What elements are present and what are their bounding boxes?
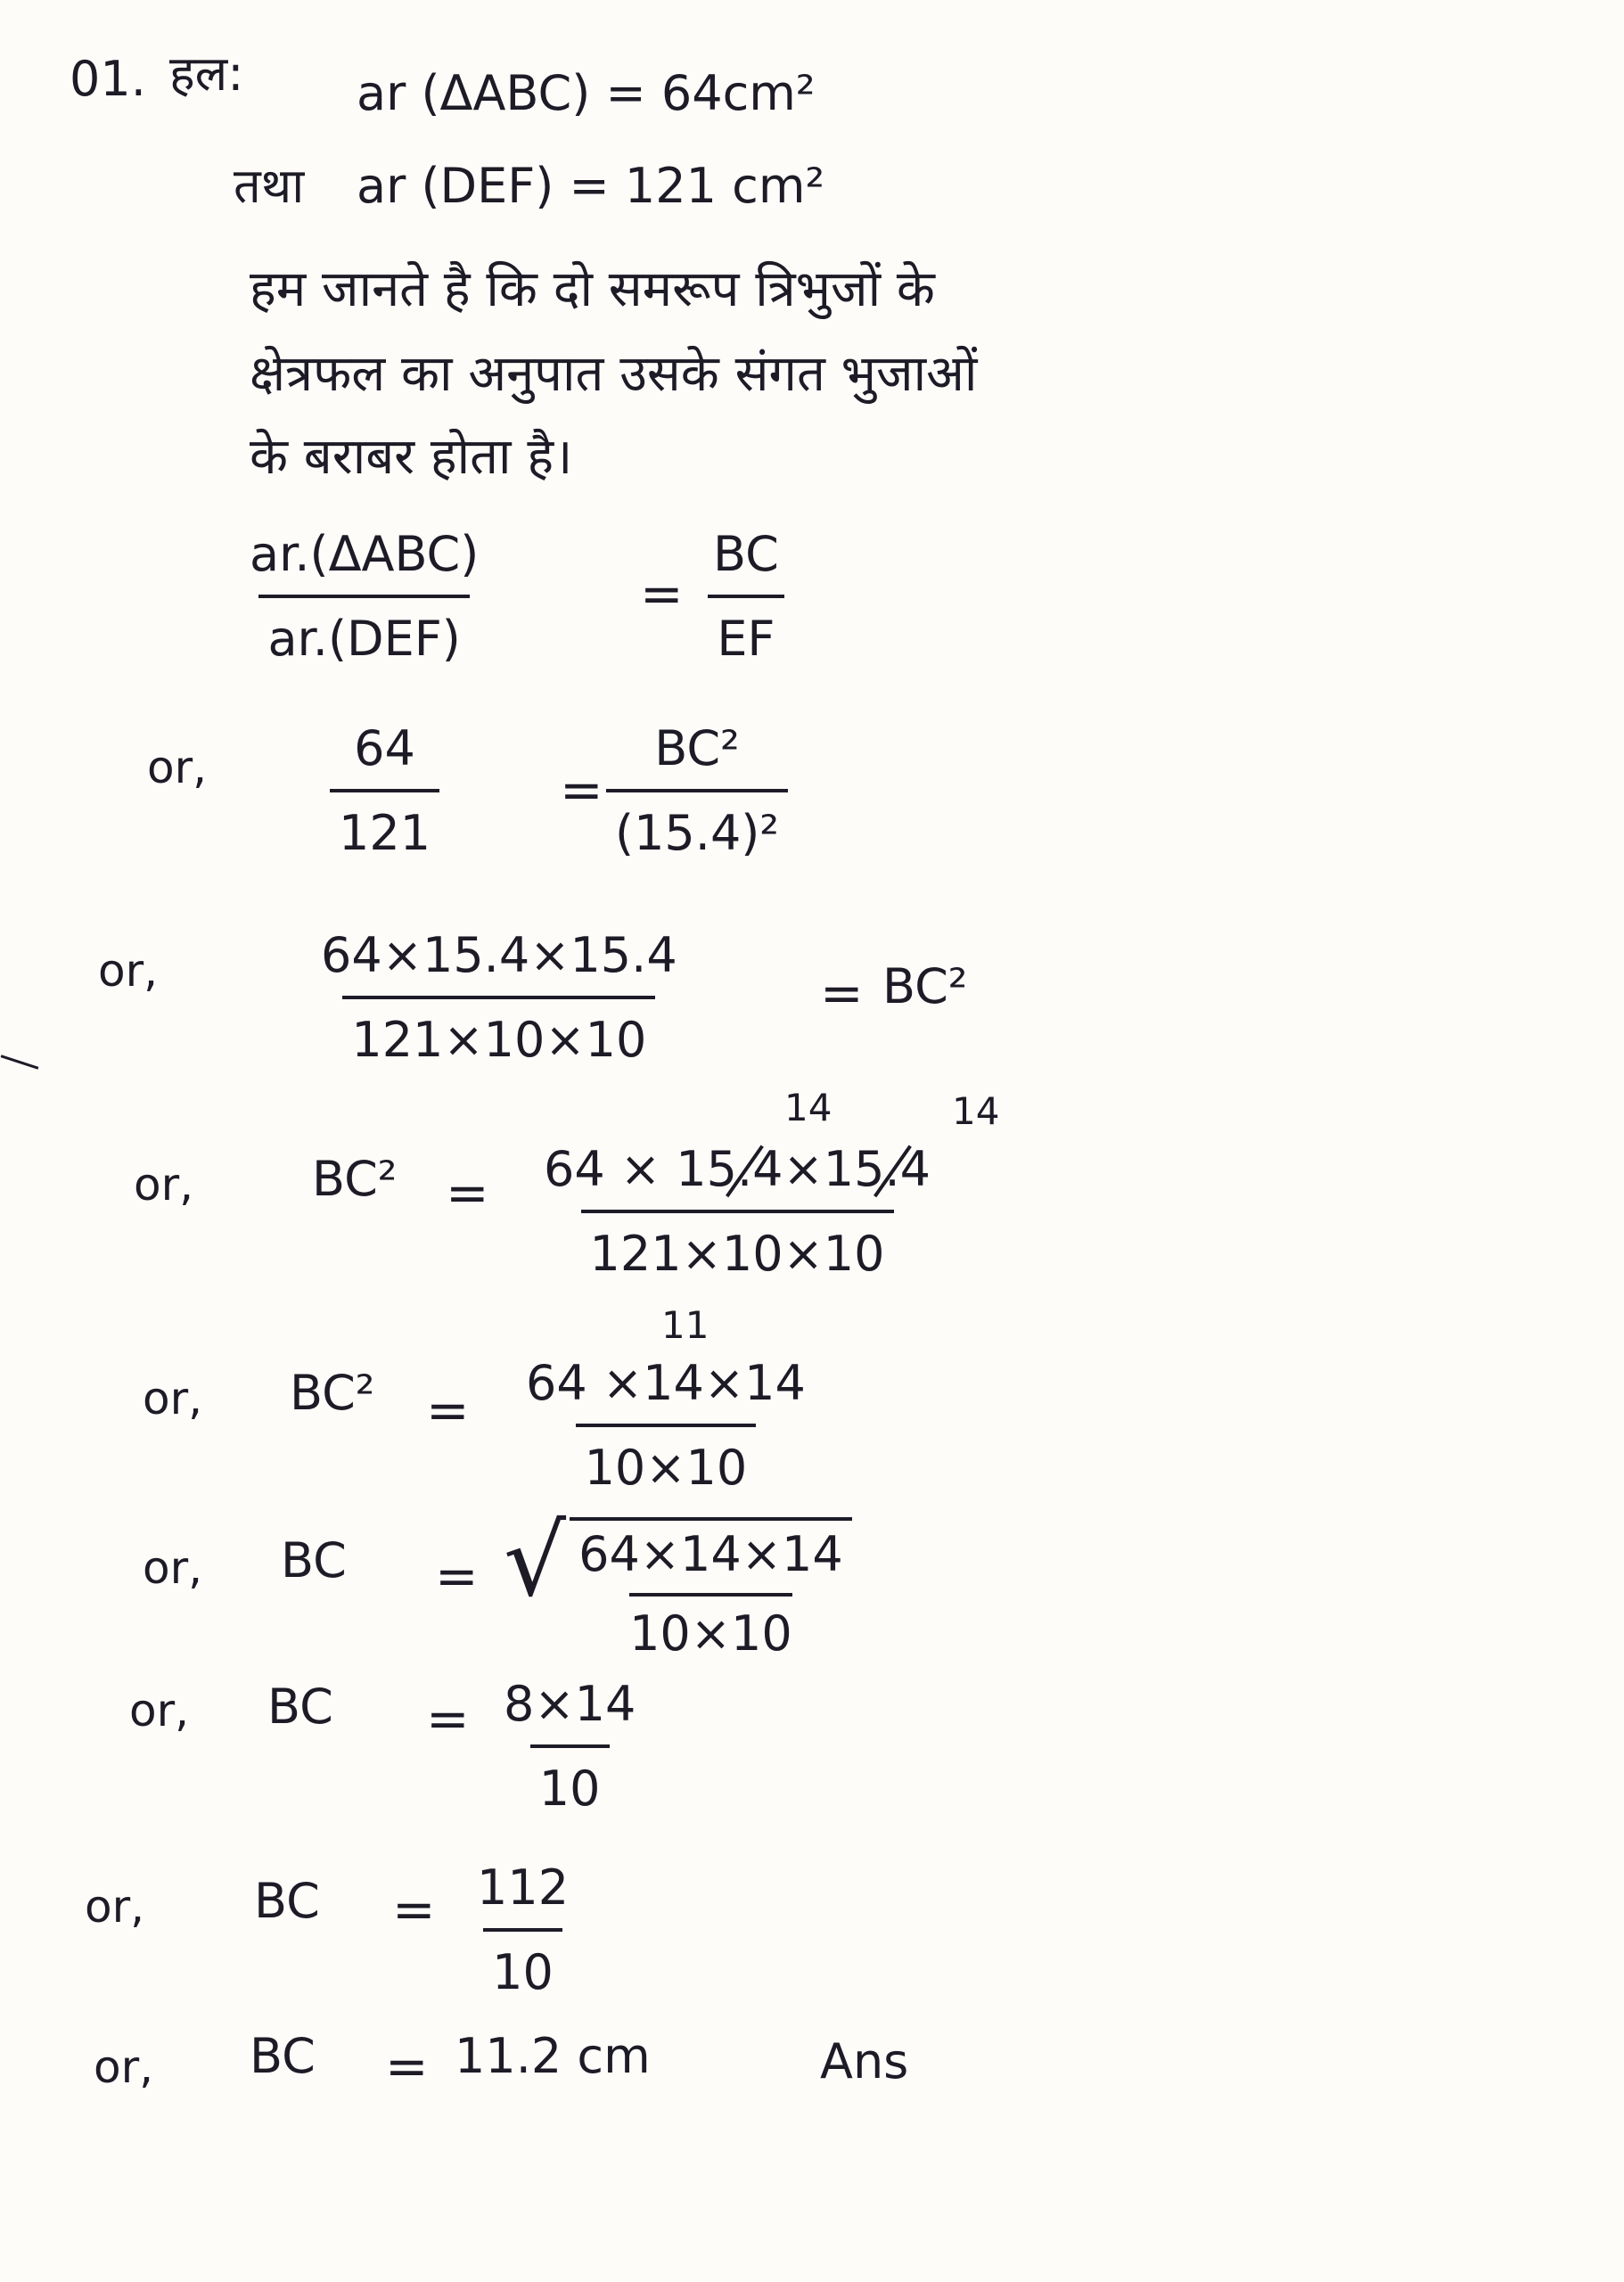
step2-lhs-denominator: 121 [330,789,439,861]
equals-sign: = [560,759,603,820]
cancel-result-1: 14 [784,1086,833,1129]
step-marker: or, [143,1542,203,1594]
step-marker: or, [134,1159,194,1211]
ratio-rhs-denominator: EF [708,595,783,667]
step-marker: or, [94,2041,154,2093]
equals-sign: = [446,1162,489,1223]
step3-rhs: BC² [882,958,968,1014]
step8-numerator: 112 [477,1859,570,1916]
answer-tag: Ans [820,2033,909,2089]
ratio-lhs-denominator: ar.(DEF) [258,595,469,667]
cancel-result-2: 14 [952,1089,1000,1133]
step-marker: or, [98,945,159,997]
square-root-expression [504,1504,852,1662]
step7-denominator: 10 [530,1744,610,1817]
equals-sign: = [426,1380,470,1441]
step4-numerator [535,1141,939,1210]
step7-numerator: 8×14 [504,1676,636,1732]
given-area-abc: ar (ΔABC) = 64cm² [357,65,816,121]
step5-denominator: 10×10 [576,1424,757,1496]
given-conjunction: तथा [234,158,305,214]
ratio-rhs-fraction [704,526,788,667]
question-number: 01. [70,51,146,107]
step2-rhs-denominator: (15.4)² [606,789,788,861]
step3-denominator: 121×10×10 [342,996,655,1068]
theorem-line-2: क्षेत्रफल का अनुपात उसके संगत भुजाओं [250,345,978,403]
step7-fraction [495,1676,644,1817]
step2-lhs-fraction [330,720,439,861]
theorem-line-1: हम जानते है कि दो समरूप त्रिभुजों के [250,260,935,318]
ratio-lhs-fraction [241,526,488,667]
answer-lhs: BC [250,2028,316,2084]
step-marker: or, [143,1373,203,1424]
equals-sign: = [392,1879,436,1940]
theorem-line-3: के बराबर होता है। [250,428,573,486]
solution-label: हल: [169,45,244,102]
equals-sign: = [435,1546,479,1606]
step4-lhs: BC² [312,1151,398,1207]
step3-fraction [312,927,686,1068]
step5-lhs: BC² [290,1365,375,1421]
step4-denominator: 121×10×10 [581,1210,894,1282]
step2-rhs-numerator: BC² [654,720,740,776]
cancel-result-3: 11 [661,1303,709,1347]
equals-sign: = [426,1688,470,1749]
step5-numerator: 64 ×14×14 [526,1355,806,1411]
equals-sign: = [820,963,864,1023]
step4-numerator-part: 64 × 1 [544,1141,707,1197]
step7-lhs: BC [267,1679,333,1735]
step-marker: or, [129,1685,190,1736]
ratio-lhs-numerator: ar.(ΔABC) [250,526,480,582]
step2-lhs-numerator: 64 [354,720,415,776]
step-marker: or, [85,1881,145,1933]
square-root-fraction [570,1517,852,1662]
ratio-rhs-numerator: BC [713,526,779,582]
radical-sign-icon: √ [504,1504,567,1618]
step2-rhs-fraction [606,720,788,861]
given-area-def: ar (DEF) = 121 cm² [357,158,825,214]
step6-numerator: 64×14×14 [578,1526,843,1582]
equals-sign: = [385,2036,429,2097]
step3-numerator: 64×15.4×15.4 [321,927,677,983]
step6-lhs: BC [281,1532,347,1588]
step8-fraction [468,1859,578,2000]
step8-lhs: BC [254,1873,320,1929]
equals-sign: = [640,563,684,624]
step4-numerator-part: ×1 [783,1141,855,1197]
margin-tick-mark [1,1055,39,1069]
step8-denominator: 10 [483,1928,562,2000]
step4-struck-term: 5.4 [706,1141,783,1197]
answer-value: 11.2 cm [455,2028,651,2084]
step4-fraction [535,1141,939,1282]
step5-fraction [517,1355,815,1496]
step6-denominator: 10×10 [629,1593,792,1662]
step-marker: or, [147,742,208,793]
step4-struck-term: 5.4 [854,1141,931,1197]
